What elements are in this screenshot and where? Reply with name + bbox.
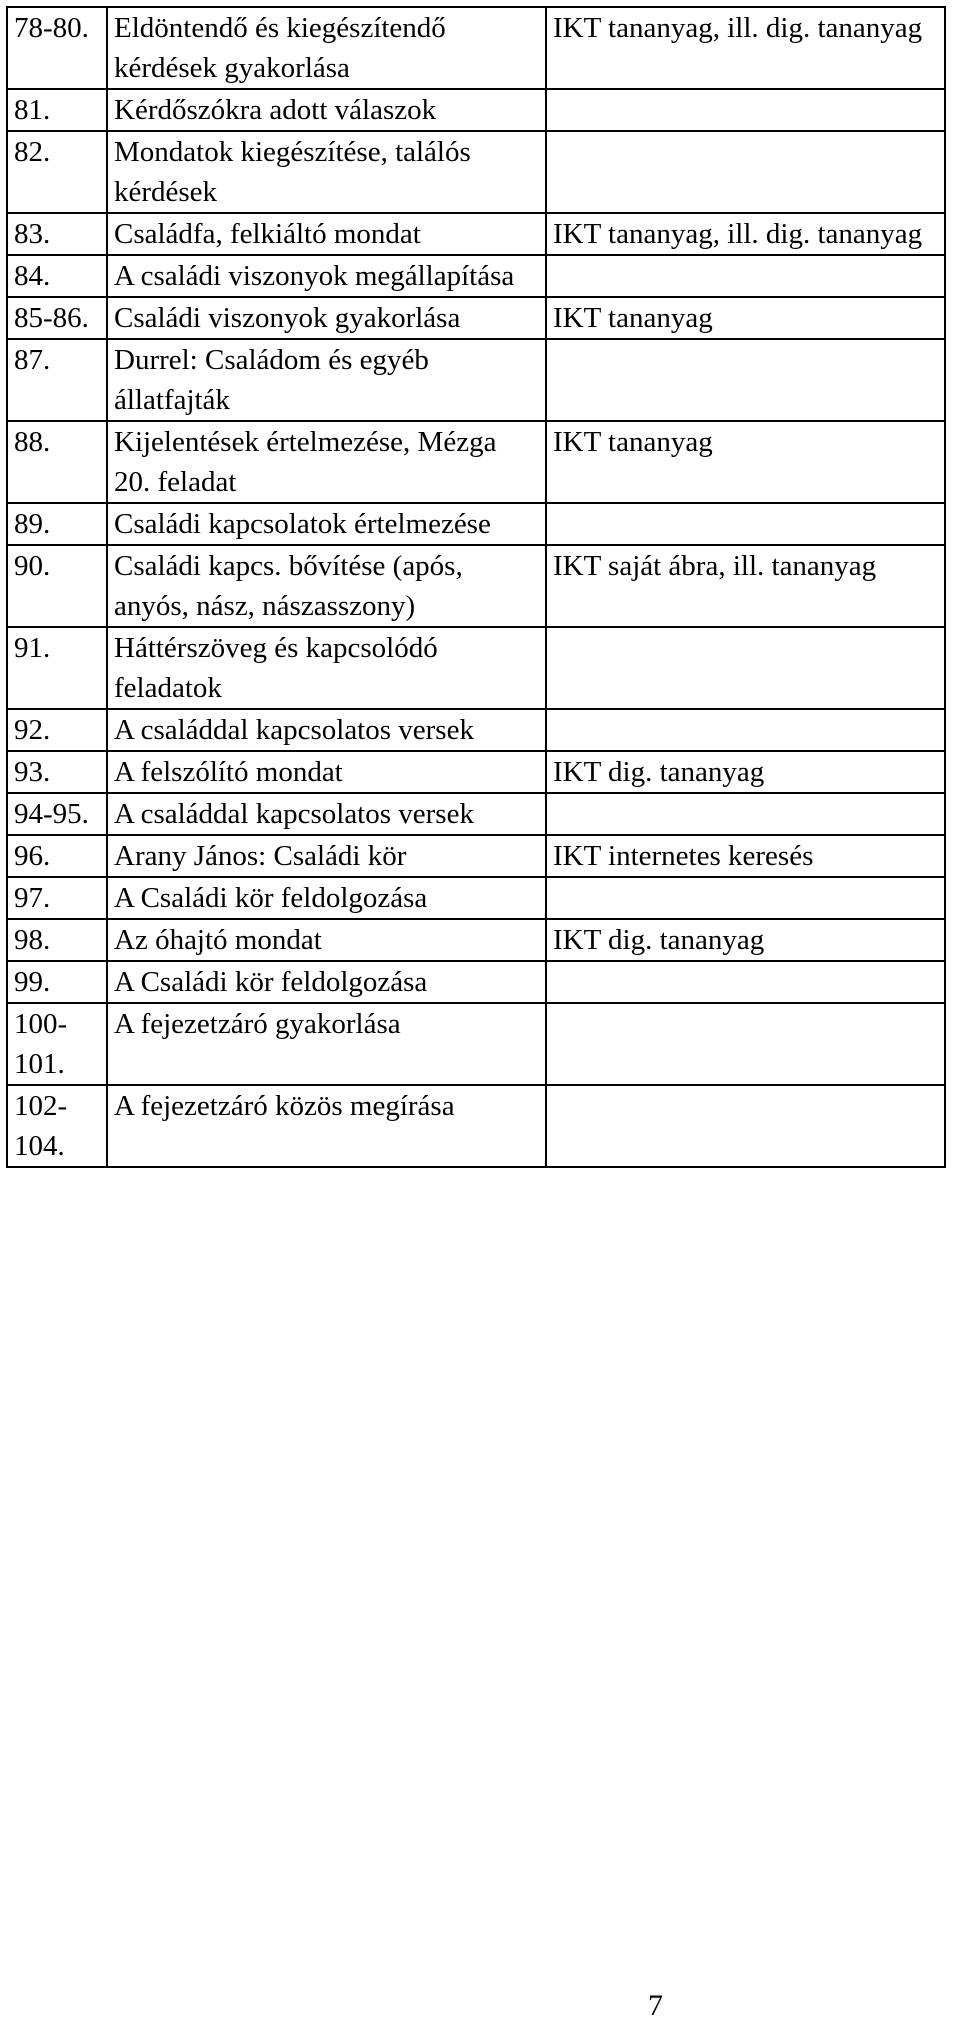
lesson-tool-cell: IKT tananyag, ill. dig. tananyag — [546, 213, 945, 255]
lesson-plan-table — [6, 6, 946, 1168]
table-row — [7, 545, 945, 627]
lesson-title-cell: Mondatok kiegészítése, találós kérdések — [107, 131, 546, 213]
lesson-title-cell: A Családi kör feldolgozása — [107, 877, 546, 919]
table-row — [7, 793, 945, 835]
lesson-number-cell: 81. — [7, 89, 107, 131]
table-row — [7, 339, 945, 421]
table-row — [7, 1085, 945, 1167]
lesson-title-cell: A felszólító mondat — [107, 751, 546, 793]
lesson-title-cell: Családi kapcs. bővítése (após, anyós, nász, nászasszony) — [107, 545, 546, 627]
lesson-title-cell: A Családi kör feldolgozása — [107, 961, 546, 1003]
table-row — [7, 961, 945, 1003]
lesson-title-cell: Családi viszonyok gyakorlása — [107, 297, 546, 339]
lesson-number-cell: 85-86. — [7, 297, 107, 339]
lesson-title-cell: A fejezetzáró közös megírása — [107, 1085, 546, 1167]
lesson-number-cell: 84. — [7, 255, 107, 297]
lesson-tool-cell: IKT saját ábra, ill. tananyag — [546, 545, 945, 627]
lesson-tool-cell — [546, 1085, 945, 1167]
table-row — [7, 1003, 945, 1085]
table-row — [7, 213, 945, 255]
table-row — [7, 627, 945, 709]
lesson-tool-cell — [546, 339, 945, 421]
table-row — [7, 835, 945, 877]
lesson-number-cell: 102-104. — [7, 1085, 107, 1167]
lesson-number-cell: 99. — [7, 961, 107, 1003]
lesson-number-cell: 93. — [7, 751, 107, 793]
lesson-tool-cell — [546, 627, 945, 709]
table-row — [7, 709, 945, 751]
lesson-title-cell: Durrel: Családom és egyéb állatfajták — [107, 339, 546, 421]
table-row — [7, 751, 945, 793]
lesson-title-cell: Az óhajtó mondat — [107, 919, 546, 961]
lesson-title-cell: Családfa, felkiáltó mondat — [107, 213, 546, 255]
lesson-number-cell: 87. — [7, 339, 107, 421]
lesson-number-cell: 97. — [7, 877, 107, 919]
lesson-number-cell: 91. — [7, 627, 107, 709]
lesson-tool-cell — [546, 89, 945, 131]
lesson-number-cell: 90. — [7, 545, 107, 627]
lesson-tool-cell: IKT tananyag — [546, 421, 945, 503]
lesson-title-cell: Családi kapcsolatok értelmezése — [107, 503, 546, 545]
lesson-title-cell: A fejezetzáró gyakorlása — [107, 1003, 546, 1085]
lesson-number-cell: 78-80. — [7, 7, 107, 89]
lesson-tool-cell — [546, 255, 945, 297]
lesson-title-cell: A családi viszonyok megállapítása — [107, 255, 546, 297]
lesson-title-cell: Kérdőszókra adott válaszok — [107, 89, 546, 131]
table-row — [7, 919, 945, 961]
table-row — [7, 297, 945, 339]
table-row — [7, 877, 945, 919]
lesson-title-cell: Háttérszöveg és kapcsolódó feladatok — [107, 627, 546, 709]
lesson-tool-cell — [546, 131, 945, 213]
lesson-tool-cell: IKT dig. tananyag — [546, 919, 945, 961]
lesson-number-cell: 100-101. — [7, 1003, 107, 1085]
table-row — [7, 503, 945, 545]
lesson-tool-cell — [546, 793, 945, 835]
lesson-number-cell: 82. — [7, 131, 107, 213]
lesson-tool-cell: IKT dig. tananyag — [546, 751, 945, 793]
lesson-tool-cell — [546, 1003, 945, 1085]
lesson-number-cell: 98. — [7, 919, 107, 961]
lesson-title-cell: Arany János: Családi kör — [107, 835, 546, 877]
page-number: 7 — [648, 1989, 663, 2022]
table-row — [7, 255, 945, 297]
lesson-title-cell: A családdal kapcsolatos versek — [107, 793, 546, 835]
lesson-number-cell: 96. — [7, 835, 107, 877]
lesson-title-cell: A családdal kapcsolatos versek — [107, 709, 546, 751]
lesson-tool-cell: IKT internetes keresés — [546, 835, 945, 877]
lesson-number-cell: 88. — [7, 421, 107, 503]
lesson-number-cell: 83. — [7, 213, 107, 255]
lesson-number-cell: 94-95. — [7, 793, 107, 835]
lesson-number-cell: 89. — [7, 503, 107, 545]
lesson-tool-cell: IKT tananyag, ill. dig. tananyag — [546, 7, 945, 89]
lesson-number-cell: 92. — [7, 709, 107, 751]
lesson-title-cell: Eldöntendő és kiegészítendő kérdések gyakorlása — [107, 7, 546, 89]
table-row — [7, 89, 945, 131]
lesson-title-cell: Kijelentések értelmezése, Mézga 20. feladat — [107, 421, 546, 503]
lesson-tool-cell — [546, 961, 945, 1003]
lesson-plan-body — [7, 7, 945, 1167]
table-row — [7, 421, 945, 503]
lesson-tool-cell: IKT tananyag — [546, 297, 945, 339]
lesson-tool-cell — [546, 709, 945, 751]
lesson-tool-cell — [546, 503, 945, 545]
lesson-tool-cell — [546, 877, 945, 919]
table-row — [7, 131, 945, 213]
table-row — [7, 7, 945, 89]
